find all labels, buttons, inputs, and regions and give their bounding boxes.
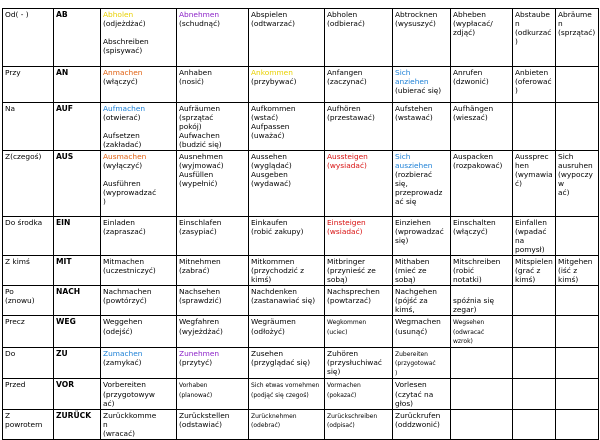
verb-cell [513,409,556,439]
verb-cell [393,9,451,67]
verb-cell [101,151,177,217]
verb-text [179,349,219,367]
verb-text [453,296,494,314]
verb-cell [325,316,393,348]
verb-text-part: Wegmachen (usunąć) [395,317,441,336]
verb-text [251,68,296,86]
verb-text-part: Anrufen (dzwonić) [453,68,489,87]
verb-cell [513,347,556,379]
verb-text-part: (otwierać) Aufsetzen (zakładać) [103,113,142,150]
verb-cell [325,9,393,67]
verb-cell [177,67,249,103]
verb-text-part: Mitschreiben (robić notatki) [453,257,501,285]
verb-text-part: Vorbereiten (przygotowyw ać) [103,380,155,408]
verb-text-part: Sich etwas vornehmen (podjąć się czegoś) [251,382,320,399]
verb-text [103,317,142,335]
verb-text [179,287,222,305]
verb-text [327,10,365,28]
table-row [3,347,599,379]
verb-text [179,68,212,86]
verb-cell [513,9,556,67]
verb-cell [177,347,249,379]
verb-text-part: Wegkommen (uciec) [327,319,367,336]
verb-text [515,10,551,46]
verb-text [327,287,380,305]
meaning-text: Precz [5,317,25,327]
verb-text [327,257,376,284]
verb-text [515,218,547,254]
verb-cell [249,379,325,409]
verb-text-part: Nachgehen (pójść za kimś, [395,287,437,315]
verb-text [395,411,440,429]
verb-text [327,218,366,236]
verb-text [251,10,295,28]
prefix-cell [54,256,101,286]
verb-text [515,152,553,188]
verb-cell [393,379,451,409]
verb-cell [393,347,451,379]
verb-text-part: Vormachen (pokazać) [327,382,361,399]
verb-text [395,218,444,245]
verb-cell [249,217,325,256]
meaning-text: Przy [5,68,21,77]
prefix-cell [54,217,101,256]
verb-cell [513,217,556,256]
verb-text-part: Aufhören (przestawać) [327,104,375,123]
verb-cell [101,103,177,151]
verb-text-part: Zurücknehmen (odebrać) [251,412,297,430]
verb-text-part: Mitbringer (przynieść ze sobą) [327,257,376,285]
verb-text-part: Weggehen (odejść) [103,317,143,336]
verb-cell [556,316,599,348]
verb-text-part: Anbieten (oferować ) [515,68,552,96]
prefix-cell [54,379,101,409]
verb-text [453,104,493,122]
verb-text [251,411,297,430]
verb-text [103,218,146,236]
verb-text [395,317,441,335]
verb-text [515,68,552,95]
verb-text-part: Sich ausruhen (wypoczyw ać) [558,152,593,198]
verb-text-part: Mitgehen (iść z kimś) [558,257,593,285]
verb-text [103,152,156,206]
verb-text-part: Einsteigen (wsiadać) [327,218,366,237]
verb-cell [513,67,556,103]
verb-cell [101,347,177,379]
verb-text-part: Aufmachen [103,104,146,113]
verb-text-part: Anfangen (zaczynać) [327,68,367,87]
verb-text [395,287,437,314]
verb-cell [393,217,451,256]
prefix-cell [54,347,101,379]
meaning-cell [3,217,54,256]
verb-text-part: Zuhören (przysłuchiwać się) [327,348,382,377]
verb-cell [451,316,513,348]
verb-text-part: Sich ausziehen [395,152,433,171]
verb-cell [101,286,177,316]
meaning-text: Z kimś [5,257,30,267]
verb-cell [177,103,249,151]
verb-cell [513,286,556,316]
verb-text-part: (wyłączyć) Ausführen (wyprowadzać ) [103,161,157,207]
prefix-cell [54,103,101,151]
verb-cell [249,316,325,348]
verb-cell [393,409,451,439]
verb-cell [325,67,393,103]
verb-text [327,104,375,122]
verb-cell [101,67,177,103]
prefix-text: AB [56,10,68,19]
meaning-text: Z powrotem [5,410,43,429]
verb-cell [325,409,393,439]
verb-text [327,380,361,399]
verb-text [395,257,429,284]
verb-text [327,317,366,336]
meaning-text: Od( - ) [5,10,29,19]
verb-text [453,317,484,345]
verb-text [103,10,149,55]
verb-cell [101,316,177,348]
verb-text [103,349,142,367]
verb-text [453,152,502,170]
prefix-text: NACH [56,287,81,297]
verb-text [251,104,296,140]
verb-text-part: Anhaben (nosić) [179,68,212,87]
verb-cell [177,379,249,409]
verb-cell [101,256,177,286]
verb-text-part: Aufstehen (wstawać) [395,104,433,123]
verb-cell [451,286,513,316]
verb-cell [101,409,177,439]
verb-text-part: Einziehen (wprowadzać się) [395,218,444,246]
prefix-cell [54,151,101,217]
verb-text [251,152,292,188]
meaning-cell [3,409,54,439]
verb-text-part: Abräumen (sprzątać) [558,10,596,38]
verb-cell [513,379,556,409]
verb-cell [249,67,325,103]
verb-text-part: (przytyć) [179,358,213,367]
verb-text-part: Ausnehmen (wyjmować) Ausfüllen (wypełnić) [179,152,224,189]
verb-text [103,257,156,275]
verb-cell [393,67,451,103]
verb-text [327,349,382,376]
verb-text-part: Zurückschreiben (odpisać) [327,412,378,430]
verb-text-part: Zunehmen [179,348,220,358]
verb-text-part: Abstauben (odkurzać ) [515,10,552,47]
verb-text-part: Aussprec hen (wymawia ć) [515,152,553,189]
verb-text-part: Nachsehen (sprawdzić) [179,287,222,306]
verb-text [179,104,222,149]
verb-text-part: spóźnia się zegar) [453,296,495,315]
verb-text [179,257,221,275]
verb-text-part: Einladen (zapraszać) [103,218,146,237]
verb-cell [556,151,599,217]
verb-text-part: Mitnehmen (zabrać) [179,257,221,276]
verb-cell [513,103,556,151]
verb-text-part: Nachdenken (zastanawiać się) [251,287,316,306]
verb-text [395,68,441,95]
verb-text [103,287,152,305]
verb-text [179,317,223,335]
verb-text [179,380,212,399]
table-row [3,151,599,217]
verb-text [251,349,310,367]
verb-text [395,349,436,377]
meaning-text: Po (znowu) [5,287,35,306]
prefix-cell [54,316,101,348]
table-row [3,286,599,316]
meaning-cell [3,286,54,316]
verb-text [179,218,221,236]
verb-prefix-table [2,8,599,440]
verb-text [327,152,368,170]
verb-cell [556,217,599,256]
verb-cell [451,409,513,439]
verb-cell [177,316,249,348]
verb-cell [249,286,325,316]
verb-cell [393,151,451,217]
verb-cell [325,379,393,409]
verb-cell [249,256,325,286]
verb-text-part: Nachsprechen (powtarzać) [327,287,380,306]
verb-text-part: Auspacken (rozpakować) [453,152,503,171]
meaning-cell [3,256,54,286]
prefix-text: MIT [56,257,72,267]
verb-cell [177,151,249,217]
verb-cell [325,151,393,217]
verb-text-part: Ankommen [251,68,293,77]
verb-cell [451,347,513,379]
verb-text [179,152,224,188]
verb-text-part: Einkaufen (robić zakupy) [251,218,304,237]
verb-text [179,10,220,28]
prefix-text: ZURÜCK [56,410,92,420]
verb-cell [325,347,393,379]
verb-cell [513,316,556,348]
verb-text-part: Abnehmen [179,10,220,19]
table-row [3,316,599,348]
verb-text [395,10,437,28]
verb-text-part: (odjeżdżać) Abschreiben (spisywać) [103,19,149,56]
verb-cell [101,217,177,256]
meaning-cell [3,67,54,103]
verb-cell [177,217,249,256]
prefix-text: AUS [56,152,74,162]
verb-cell [393,286,451,316]
verb-text-part: Vorhaben (planować) [179,382,213,399]
table-body [3,9,599,440]
meaning-text: Z(czegoś) [5,152,42,162]
verb-cell [177,286,249,316]
verb-text-part: (przybywać) [251,77,297,87]
verb-text-part: Anmachen [103,68,143,77]
verb-cell [556,286,599,316]
prefix-text: ZU [56,348,68,358]
verb-text-part: (schudnąć) [179,19,221,29]
table-row [3,67,599,103]
verb-text-part: (ubierać się) [395,86,442,96]
verb-text [453,257,500,284]
prefix-cell [54,67,101,103]
verb-text-part: (włączyć) [103,77,138,87]
verb-cell [556,409,599,439]
verb-cell [177,9,249,67]
verb-text [395,152,442,206]
verb-text-part: Abholen (odbierać) [327,10,365,29]
verb-text-part: Mitkommen (przychodzić z kimś) [251,257,305,285]
verb-text-part: Zurückrufen (oddzwonić) [395,410,441,429]
verb-cell [451,217,513,256]
meaning-cell [3,316,54,348]
verb-cell [249,409,325,439]
table-row [3,379,599,409]
meaning-cell [3,151,54,217]
verb-text [558,257,592,284]
verb-text [251,287,315,305]
verb-cell [451,379,513,409]
verb-text-part: Nachmachen (powtórzyć) [103,287,152,306]
verb-cell [451,9,513,67]
verb-cell [451,103,513,151]
verb-text-part: Zusehen (przyglądać się) [251,348,311,367]
verb-text-part: Wegsehen (odwracać wzrok) [453,319,485,346]
verb-text-part: Aussehen (wyglądać) Ausgeben (wydawać) [251,152,292,189]
verb-text [327,411,377,430]
verb-text [558,152,593,197]
verb-text [103,411,156,438]
meaning-text: Przed [5,380,26,390]
verb-text [395,104,433,122]
verb-text-part: Sich anziehen [395,68,429,87]
verb-cell [451,151,513,217]
verb-text [251,257,304,284]
prefix-text: AN [56,68,69,77]
verb-text-part: Zumachen [103,348,143,358]
verb-cell [556,9,599,67]
verb-text-part: Zurückstellen (odstawiać) [179,410,230,429]
verb-text-part: Zurückkomme n (wracać) [103,410,157,438]
prefix-text: EIN [56,218,71,228]
verb-text-part: Aufhängen (wieszać) [453,104,494,123]
verb-text-part: Aufkommen (wstać) Aufpassen (uważać) [251,104,296,141]
verb-text [251,380,319,399]
verb-cell [249,347,325,379]
table-row [3,409,599,439]
verb-text-part: Aufräumen (sprzątać pokój) Aufwachen (budzić się) [179,104,222,150]
prefix-text: VOR [56,380,75,390]
verb-cell [249,9,325,67]
verb-cell [556,379,599,409]
verb-text-part: Abholen [103,10,134,19]
verb-text-part: Einschlafen (zasypiać) [179,218,222,237]
verb-text [251,218,304,236]
verb-text-part: Mithaben (mieć ze sobą) [395,257,430,285]
verb-cell [249,103,325,151]
verb-cell [325,103,393,151]
verb-cell [556,347,599,379]
verb-text-part: Wegfahren (wyjeżdżać) [179,317,223,336]
verb-cell [513,256,556,286]
verb-text-part: (zamykać) [103,358,142,367]
table-row [3,103,599,151]
prefix-cell [54,409,101,439]
verb-text [395,380,433,407]
verb-cell [325,286,393,316]
verb-text [103,380,155,407]
verb-cell [393,316,451,348]
table-row [3,256,599,286]
prefix-cell [54,286,101,316]
meaning-text: Do środka [5,218,43,228]
verb-cell [177,256,249,286]
prefix-text: WEG [56,317,76,327]
table-row [3,217,599,256]
verb-cell [393,103,451,151]
verb-cell [325,217,393,256]
verb-text-part: Ausmachen [103,152,147,162]
verb-text [453,218,496,236]
verb-text-part: Aussteigen (wysiadać) [327,152,368,171]
meaning-cell [3,347,54,379]
verb-cell [556,103,599,151]
verb-text-part: Zubereiten (przygotować ) [395,350,436,377]
verb-cell [101,379,177,409]
verb-cell [101,9,177,67]
prefix-text: AUF [56,104,73,113]
verb-text-part: Abtrocknen (wysuszyć) [395,10,438,29]
verb-text-part: Mitspielen (grać z kimś) [515,257,553,285]
verb-cell [393,256,451,286]
verb-text-part: Vorlesen (czytać na głos) [395,380,434,408]
verb-cell [451,67,513,103]
verb-text-part: (rozbierać się, przeprowadz ać się [395,170,443,207]
meaning-cell [3,103,54,151]
verb-text [327,68,367,86]
verb-text [453,10,493,37]
verb-text-part: Mitmachen (uczestniczyć) [103,257,156,276]
verb-cell [556,67,599,103]
verb-cell [249,151,325,217]
verb-cell [451,256,513,286]
verb-text [515,257,553,284]
verb-text-part: Einfallen (wpadać na pomysł) [515,218,547,255]
meaning-text: Do [5,348,16,358]
verb-text [558,10,595,37]
verb-cell [325,256,393,286]
meaning-text: Na [5,104,16,113]
verb-text [179,411,229,429]
verb-cell [556,256,599,286]
prefix-cell [54,9,101,67]
verb-cell [177,409,249,439]
verb-text-part: Wegräumen (odłożyć) [251,317,296,336]
meaning-cell [3,9,54,67]
verb-cell [513,151,556,217]
verb-text-part: Abheben (wypłacać/ zdjąć) [453,10,493,38]
verb-text [103,68,142,86]
table-row [3,9,599,67]
verb-text [103,104,145,149]
meaning-cell [3,379,54,409]
verb-text [251,317,296,335]
verb-text-part: Abspielen (odtwarzać) [251,10,295,29]
verb-text [453,68,489,86]
verb-text-part: Einschalten (włączyć) [453,218,496,237]
